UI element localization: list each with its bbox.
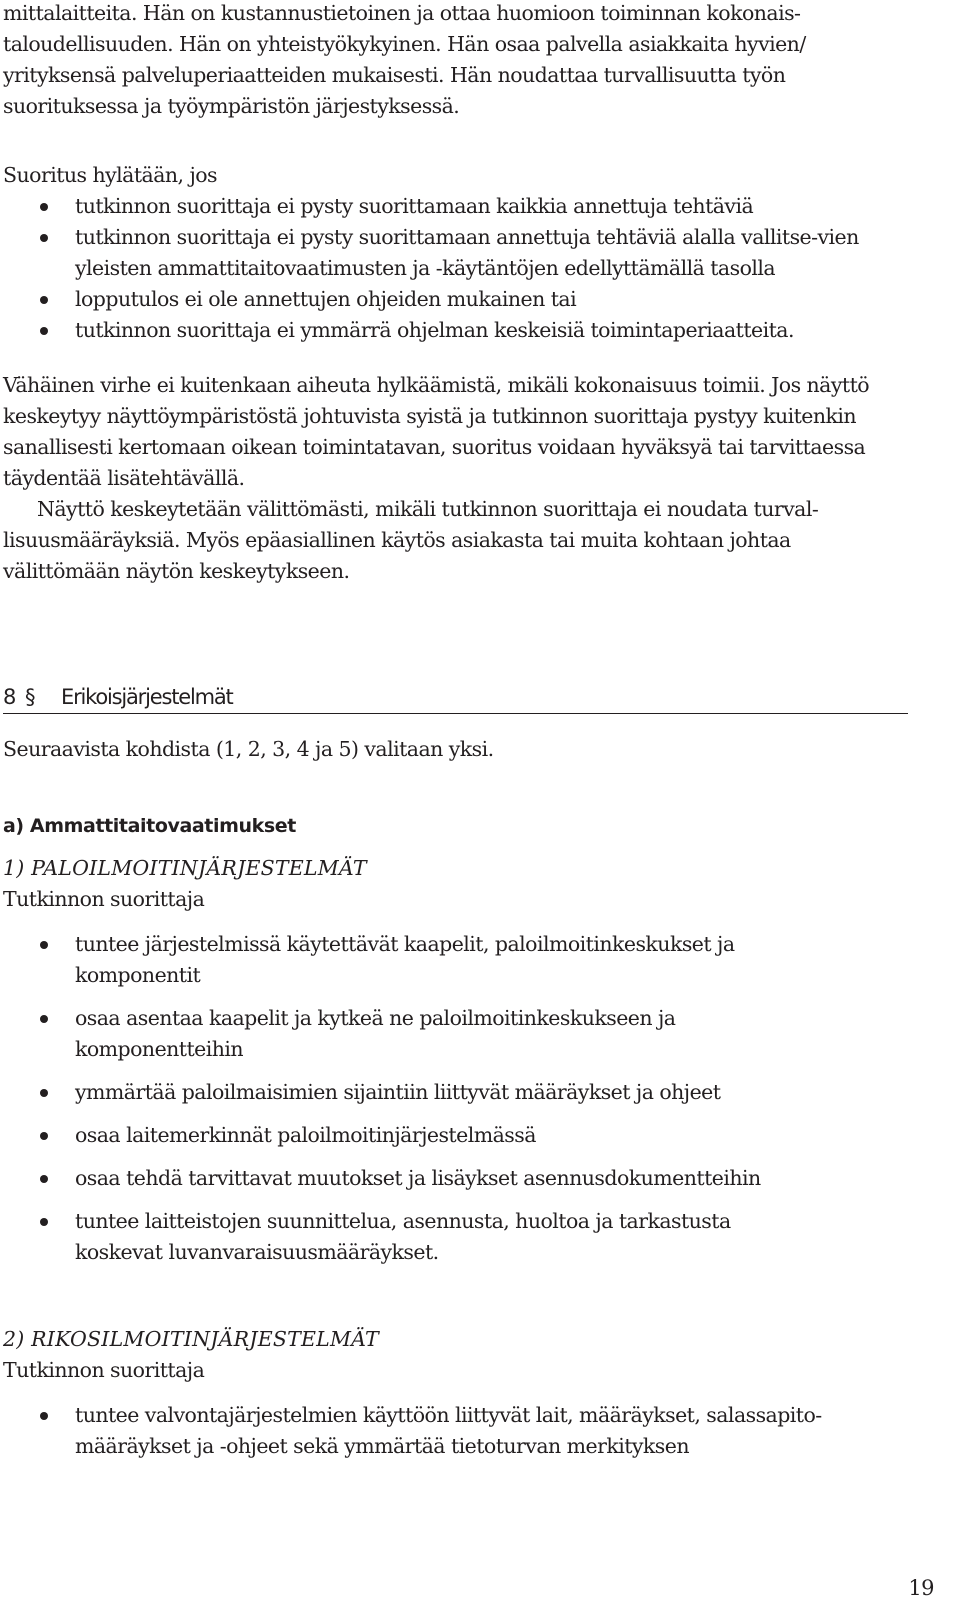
list-item: lopputulos ei ole annettujen ohjeiden mukainen tai [3, 284, 913, 315]
system-2-list [3, 1400, 913, 1462]
page-number: 19 [908, 1576, 934, 1600]
list-item: tutkinnon suorittaja ei pysty suorittamaan kaikkia annettuja tehtäviä [3, 191, 913, 222]
system-2-title: 2) RIKOSILMOITINJÄRJESTELMÄT [3, 1327, 379, 1351]
list-item: osaa asentaa kaapelit ja kytkeä ne paloilmoitinkeskukseen ja komponentteihin [3, 1003, 783, 1065]
list-item: tuntee valvontajärjestelmien käyttöön liittyvät lait, määräykset, salassapito-määräykset ja -ohjeet sekä ymmärtää tietoturvan merkityksen [3, 1400, 913, 1462]
system-1-list [3, 929, 783, 1268]
subsection-a-heading: a) Ammattitaitovaatimukset [3, 815, 296, 837]
rejection-list [3, 191, 913, 346]
list-item: tutkinnon suorittaja ei ymmärrä ohjelman keskeisiä toimintaperiaatteita. [3, 315, 913, 346]
list-item: osaa laitemerkinnät paloilmoitinjärjestelmässä [3, 1120, 783, 1151]
system-1-title: 1) PALOILMOITINJÄRJESTELMÄT [3, 856, 367, 880]
section-title: Erikoisjärjestelmät [61, 685, 233, 709]
intro-line: taloudellisuuden. Hän on yhteistyökykyinen. Hän osaa palvella asiakkaita hyvien/ [3, 32, 806, 56]
system-2-section [3, 1324, 913, 1462]
rejection-heading: Suoritus hylätään, jos [3, 163, 218, 187]
intro-line: suorituksessa ja työympäristön järjestyksessä. [3, 94, 460, 118]
list-item: tutkinnon suorittaja ei pysty suorittamaan annettuja tehtäviä alalla vallitse-vien yleisten ammattitaitovaatimusten ja -käytäntöjen edellyttämällä tasolla [3, 222, 913, 284]
list-item: ymmärtää paloilmaisimien sijaintiin liittyvät määräykset ja ohjeet [3, 1077, 783, 1108]
system-1-section [3, 853, 913, 1280]
list-item: osaa tehdä tarvittavat muutokset ja lisäykset asennusdokumentteihin [3, 1163, 783, 1194]
paragraph-interruption: Näyttö keskeytetään välittömästi, mikäli tutkinnon suorittaja ei noudata turval-lisuusmääräyksiä. Myös epäasiallinen käytös asiakasta tai muita kohtaan johtaa välittömään näytön keskeytykseen. [3, 497, 819, 583]
list-item: tuntee järjestelmissä käytettävät kaapelit, paloilmoitinkeskukset ja komponentit [3, 929, 783, 991]
body-paragraphs [3, 370, 913, 587]
section-symbol: § [25, 685, 35, 709]
section-heading [3, 681, 908, 714]
intro-line: yrityksensä palveluperiaatteiden mukaisesti. Hän noudattaa turvallisuutta työn [3, 63, 786, 87]
intro-paragraph [3, 0, 913, 122]
system-1-lead: Tutkinnon suorittaja [3, 887, 205, 911]
list-item: tuntee laitteistojen suunnittelua, asennusta, huoltoa ja tarkastusta koskevat luvanvaraisuusmääräykset. [3, 1206, 783, 1268]
intro-line: mittalaitteita. Hän on kustannustietoinen ja ottaa huomioon toiminnan kokonais- [3, 1, 801, 25]
section-number: 8 [3, 685, 16, 709]
paragraph-minor-error: Vähäinen virhe ei kuitenkaan aiheuta hylkäämistä, mikäli kokonaisuus toimii. Jos näyttö keskeytyy näyttöympäristöstä johtuvista syistä ja tutkinnon suorittaja pystyy kuitenkin sanallisesti kertomaan oikean toimintatavan, suoritus voidaan hyväksyä tai tarvittaessa täydentää lisätehtävällä. [3, 373, 870, 490]
system-2-lead: Tutkinnon suorittaja [3, 1358, 205, 1382]
section-intro: Seuraavista kohdista (1, 2, 3, 4 ja 5) valitaan yksi. [3, 737, 494, 761]
rejection-section [3, 160, 913, 346]
